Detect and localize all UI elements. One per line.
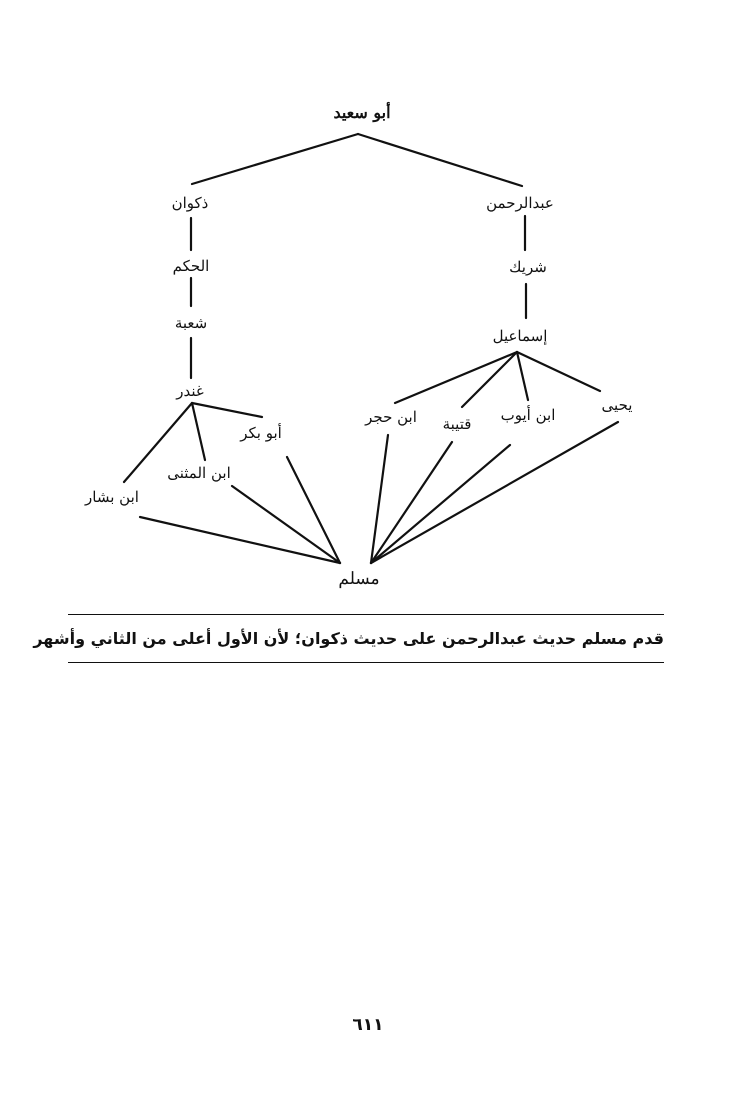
- edge-ismail-yahya: [517, 352, 600, 391]
- node-ibn-bashshar: ابن بشار: [85, 488, 139, 506]
- node-ibn-muthanna: ابن المثنى: [167, 464, 231, 482]
- edge-ibn-hajar-muslim: [371, 435, 388, 563]
- node-yahya: يحيى: [601, 396, 633, 414]
- edge-abu-saeed-abdulrahman: [358, 134, 522, 186]
- node-sharik: شريك: [509, 258, 547, 276]
- page-number: ٦١١: [352, 1015, 384, 1035]
- node-hakam: الحكم: [172, 257, 210, 275]
- node-ibn-hajar: ابن حجر: [365, 408, 417, 426]
- node-ibn-ayyub: ابن أيوب: [500, 406, 556, 424]
- tree-labels: [84, 101, 632, 589]
- edge-ghundar-ibn-muthanna: [192, 403, 205, 460]
- edge-abu-bakr-muslim: [287, 457, 340, 563]
- node-muslim: مسلم: [338, 569, 380, 589]
- node-abu-saeed: أبو سعيد: [333, 103, 391, 122]
- node-abdulrahman: عبدالرحمن: [486, 194, 554, 212]
- edge-ibn-bashshar-muslim: [140, 517, 340, 563]
- caption-text: قدم مسلم حديث عبدالرحمن على حديث ذكوان؛ لأن الأول أعلى من الثاني وأشهر: [33, 629, 664, 648]
- node-qutayba: قتيبة: [442, 415, 472, 433]
- node-ghundar: غندر: [176, 382, 204, 400]
- edge-ismail-ibn-hajar: [395, 352, 517, 403]
- caption-bottom-rule: [68, 662, 664, 663]
- edge-qutayba-muslim: [371, 442, 452, 563]
- node-abu-bakr: أبو بكر: [240, 424, 282, 442]
- edge-abu-saeed-dhakwan: [192, 134, 358, 184]
- caption-top-rule: [68, 614, 664, 615]
- edge-yahya-muslim: [371, 422, 618, 563]
- edge-ghundar-abu-bakr: [192, 403, 262, 417]
- node-dhakwan: ذكوان: [171, 194, 209, 212]
- node-ismail: إسماعيل: [492, 327, 548, 345]
- edge-ismail-qutayba: [462, 352, 517, 407]
- edge-ibn-ayyub-muslim: [371, 445, 510, 563]
- node-shuba: شعبة: [174, 314, 208, 332]
- edge-ismail-ibn-ayyub: [517, 352, 528, 400]
